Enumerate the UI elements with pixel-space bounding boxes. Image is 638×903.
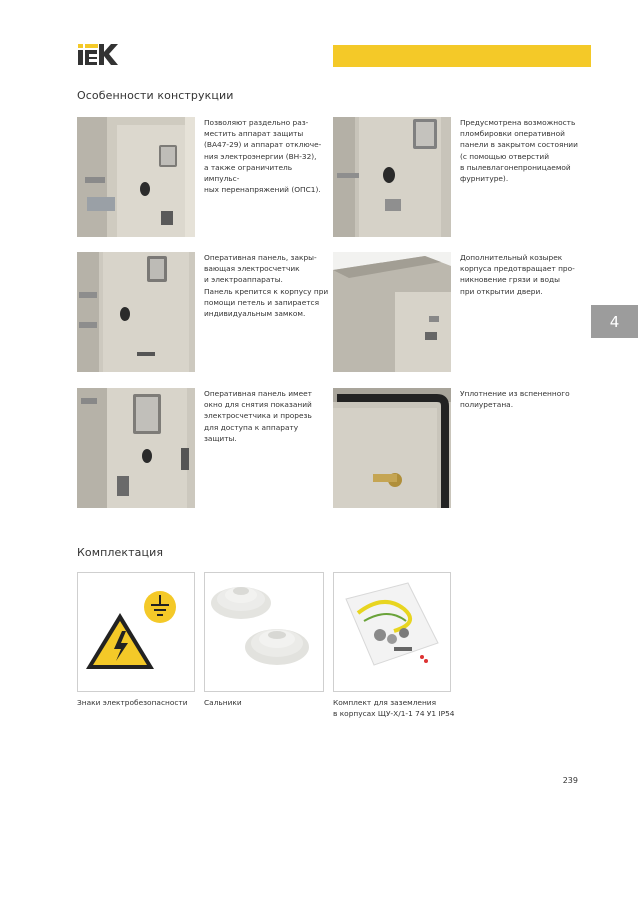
features-title: Особенности конструкции — [77, 89, 234, 102]
feature-text-4: Дополнительный козырек корпуса предотвращает про- никновение грязи и воды при открытии двери. — [460, 253, 575, 296]
feature-text-1: Позволяют раздельно раз- местить аппарат защиты (ВА47-29) и аппарат отключе- ния электроэнергии (ВН-32), а также ограничитель импульс- ных перенапряжений (ОПС1). — [204, 118, 322, 195]
feature-text-2: Предусмотрена возможность пломбировки оперативной панели в закрытом состоянии (с помощью отверстий в пылевлагонепроницаемой фурнитуре). — [460, 118, 578, 184]
photo-operating-panel — [77, 252, 195, 372]
kit-caption-1: Знаки электробезопасности — [77, 698, 188, 707]
photo-breaker-mounting — [77, 117, 195, 237]
iek-logo — [78, 43, 118, 65]
kit-safety-signs — [77, 572, 195, 692]
kit-grounding-set — [333, 572, 451, 692]
kit-title: Комплектация — [77, 546, 164, 559]
header-accent-bar — [333, 45, 591, 67]
photo-canopy — [333, 252, 451, 372]
page-number: 239 — [562, 776, 578, 785]
photo-sealing — [333, 117, 451, 237]
feature-text-6: Уплотнение из вспененного полиуретана. — [460, 389, 570, 410]
feature-text-5: Оперативная панель имеет окно для снятия показаний электросчетчика и прорезь для доступа к аппарату защиты. — [204, 389, 312, 443]
photo-seal-gasket — [333, 388, 451, 508]
chapter-tab: 4 — [591, 305, 638, 338]
feature-text-3: Оперативная панель, закры- вающая электросчетчик и электроаппараты. Панель крепится к корпусу при помощи петель и запирается индивидуальным замком. — [204, 253, 329, 319]
kit-caption-3: Комплект для заземления в корпусах ЩУ-Х/1-1 74 У1 IP54 — [333, 698, 455, 718]
photo-meter-window — [77, 388, 195, 508]
kit-caption-2: Сальники — [204, 698, 242, 707]
kit-cable-glands — [204, 572, 324, 692]
